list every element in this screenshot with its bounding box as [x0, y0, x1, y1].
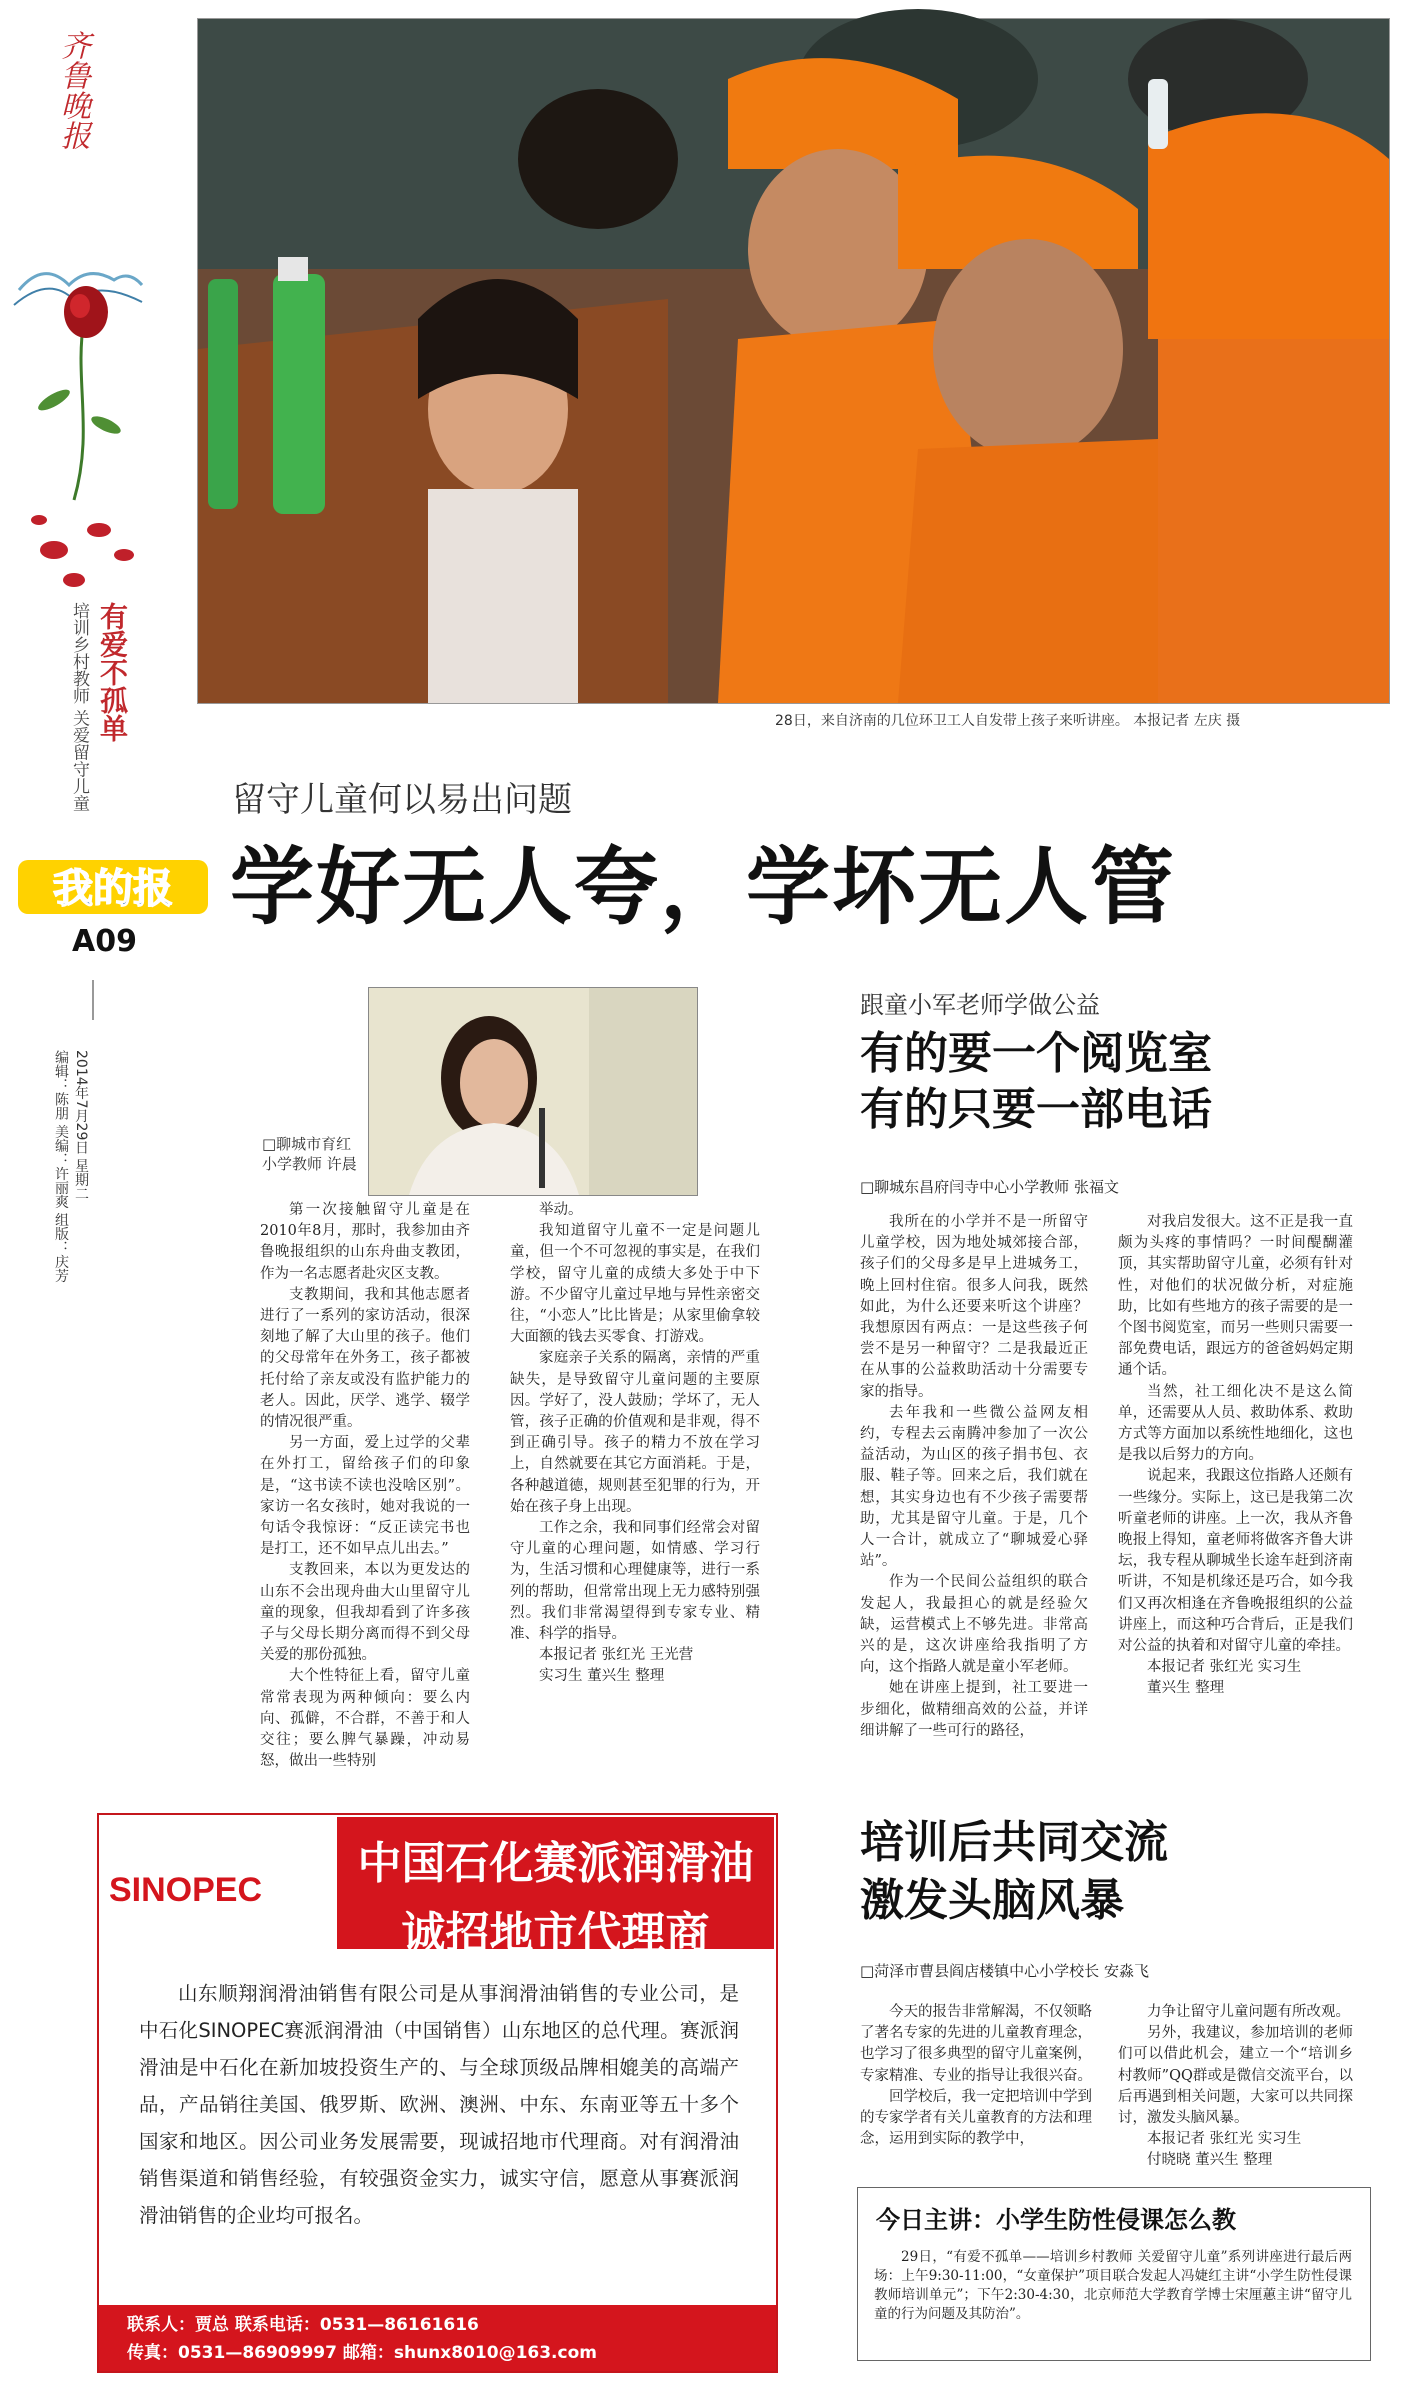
story2-column-1 [860, 1212, 1088, 1764]
reporter-credit: 本报记者 张红光 王光营 [539, 1647, 694, 1664]
notice-box [857, 2187, 1371, 2361]
paragraph: 力争让留守儿童问题有所改观。 [1147, 2004, 1350, 2020]
ad-contact-bar [99, 2305, 776, 2371]
story3-headline [860, 1814, 1168, 1930]
paragraph: 对我启发很大。这不正是我一直颇为头疼的事情吗？一时间醍醐灌顶，其实帮助留守儿童，必须有针对性，对他们的状况做分析，对症施助，比如有些地方的孩子需要的是一个图书阅览室，而另一些则只需要一部免费电话，跟远方的爸爸妈妈定期通个话。 [1118, 1214, 1353, 1379]
ad-contact[interactable]: 联系人：贾总 联系电话：0531—86161616 [127, 2315, 479, 2335]
story2-column-2 [1118, 1212, 1353, 1764]
ad-title-box [337, 1817, 774, 1959]
main-photo [197, 18, 1390, 704]
ad-paragraph: 山东顺翔润滑油销售有限公司是从事润滑油销售的专业公司，是中石化SINOPEC赛派润滑油（中国销售）山东地区的总代理。赛派润滑油是中石化在新加坡投资生产的、与全球顶级品牌相媲美的高端产品，产品销往美国、俄罗斯、欧洲、澳洲、中东、东南亚等五十多个国家和地区。因公司业务发展需要，现诚招地市代理商。对有润滑油销售渠道和销售经验，有较强资金实力，诚实守信，愿意从事赛派润滑油销售的企业均可报名。 [139, 1982, 739, 2227]
ad-header [99, 1815, 776, 1959]
reporter-credit: 付晓晓 董兴生 整理 [1147, 2152, 1273, 2169]
editor-credits: 编辑：陈朋 美编：许丽爽 组版：庆芳 [53, 1050, 69, 1283]
portrait-photo [368, 987, 698, 1196]
story1-column-2 [510, 1200, 760, 1760]
ad-fax-email[interactable]: 传真：0531—86909997 邮箱：shunx8010@163.com [127, 2343, 597, 2363]
paragraph: 另一方面，爱上过学的父辈在外打工，留给孩子们的印象是，“这书读不读也没啥区别”。家访一名女孩时，她对我说的一句话令我惊讶：“反正读完书也是打工，还不如早点儿出去。” [260, 1435, 470, 1558]
brand-logo [18, 856, 208, 918]
story2-byline: □聊城东昌府闫寺中心小学教师 张福文 [860, 1178, 1119, 1196]
notice-body [874, 2248, 1352, 2324]
reporter-credit: 实习生 董兴生 整理 [539, 1668, 665, 1685]
edition-date: 2014年7月29日 星期二 [73, 1050, 89, 1201]
paragraph: 大个性特征上看，留守儿童常常表现为两种倾向：要么内向、孤僻，不合群，不善于和人交往；要么脾气暴躁，冲动易怒，做出一些特别 [260, 1668, 470, 1770]
headline-kicker: 留守儿童何以易出问题 [232, 780, 572, 820]
divider [92, 980, 94, 1020]
story2-headline-line: 有的只要一部电话 [860, 1084, 1212, 1135]
paragraph: 我知道留守儿童不一定是问题儿童，但一个不可忽视的事实是，在我们学校，留守儿童的成绩大多处于中下游。不少留守儿童过早地与异性亲密交往，“小恋人”比比皆是；从家里偷拿较大面额的钱去买零食、打游戏。 [510, 1223, 760, 1346]
notice-title: 今日主讲：小学生防性侵课怎么教 [876, 2206, 1236, 2234]
story3-column-2 [1118, 2002, 1353, 2174]
rose-illustration-icon [14, 250, 144, 610]
brand-logo-text: 我的报 [53, 866, 173, 912]
reporter-credit: 董兴生 整理 [1147, 1680, 1225, 1697]
ad-title-line: 中国石化赛派润滑油 [357, 1838, 754, 1889]
story2-headline [860, 1026, 1212, 1138]
reporter-credit: 本报记者 张红光 实习生 [1147, 1659, 1302, 1676]
reporter-credit: 本报记者 张红光 实习生 [1147, 2131, 1302, 2148]
notice-paragraph: 29日，“有爱不孤单——培训乡村教师 关爱留守儿童”系列讲座进行最后两场：上午9:30-11:00，“女童保护”项目联合发起人冯婕红主讲“小学生防性侵课教师培训单元”；下午2:30-4:30，北京师范大学教育学博士宋厘蕙主讲“留守儿童的行为问题及其防治”。 [874, 2249, 1352, 2322]
paragraph: 我所在的小学并不是一所留守儿童学校，因为地处城郊接合部，孩子们的父母多是早上进城务工，晚上回村住宿。很多人问我，既然如此，为什么还要来听这个讲座？我想原因有两点：一是这些孩子何尝不是另一种留守？二是我最近正在从事的公益救助活动十分需要专家的指导。 [860, 1214, 1088, 1400]
paragraph: 回学校后，我一定把培训中学到的专家学者有关儿童教育的方法和理念，运用到实际的教学中， [860, 2088, 1092, 2148]
photo-caption: 28日，来自济南的几位环卫工人自发带上孩子来听讲座。 本报记者 左庆 摄 [775, 713, 1241, 729]
sinopec-logo: SINOPEC [109, 1871, 263, 1909]
ad-body [139, 1975, 739, 2234]
paragraph: 第一次接触留守儿童是在2010年8月，那时，我参加由齐鲁晚报组织的山东舟曲支教团，作为一名志愿者赴灾区支教。 [260, 1202, 470, 1282]
story2-headline-line: 有的要一个阅览室 [860, 1028, 1212, 1079]
advertisement[interactable] [97, 1813, 778, 2373]
paragraph: 当然，社工细化决不是这么简单，还需要从人员、救助体系、救助方式等方面加以系统性地细化，这也是我以后努力的方向。 [1118, 1383, 1353, 1464]
paragraph: 她在讲座上提到，社工要进一步细化，做精细高效的公益，并详细讲解了一些可行的路径， [860, 1680, 1088, 1739]
story3-byline: □菏泽市曹县阎店楼镇中心小学校长 安淼飞 [860, 1962, 1149, 1980]
series-subtitle: 培训乡村教师 关爱留守儿童 [69, 602, 89, 812]
paragraph: 作为一个民间公益组织的联合发起人，我最担心的就是经验欠缺，运营模式上不够先进。非常高兴的是，这次讲座给我指明了方向，这个指路人就是童小军老师。 [860, 1574, 1088, 1676]
paragraph: 另外，我建议，参加培训的老师们可以借此机会，建立一个“培训乡村教师”QQ群或是微信交流平台，以后再遇到相关问题，大家可以共同探讨，激发头脑风暴。 [1118, 2025, 1353, 2127]
masthead: 齐鲁晚报 [55, 30, 90, 150]
paragraph: 今天的报告非常解渴，不仅领略了著名专家的先进的儿童教育理念，也学习了很多典型的留守儿童案例，专家精准、专业的指导让我很兴奋。 [860, 2004, 1092, 2084]
story3-column-1 [860, 2002, 1092, 2174]
series-title: 有爱不孤单 [96, 602, 129, 742]
paragraph: 支教回来，本以为更发达的山东不会出现舟曲大山里留守儿童的现象，但我却看到了许多孩子与父母长期分离而得不到父母关爱的那份孤独。 [260, 1562, 470, 1664]
portrait-caption: □聊城市育红小学教师 许晨 [262, 1135, 357, 1173]
paragraph: 说起来，我跟这位指路人还颇有一些缘分。实际上，这已是我第二次听童老师的讲座。上一次，我从齐鲁晚报上得知，童老师将做客齐鲁大讲坛，我专程从聊城坐长途车赶到济南听讲，不知是机缘还是巧合，如今我们又再次相逢在齐鲁晚报组织的公益讲座上，而这种巧合背后，正是我们对公益的执着和对留守儿童的牵挂。 [1118, 1468, 1353, 1655]
headline: 学好无人夸，学坏无人管 [230, 838, 1177, 936]
paragraph: 去年我和一些微公益网友相约，专程去云南腾冲参加了一次公益活动，为山区的孩子捐书包、衣服、鞋子等。回来之后，我们就在想，其实身边也有不少孩子需要帮助，尤其是留守儿童。于是，几个人一合计，就成立了“聊城爱心驿站”。 [860, 1404, 1088, 1570]
paragraph: 支教期间，我和其他志愿者进行了一系列的家访活动，很深刻地了解了大山里的孩子。他们的父母常年在外务工，孩子都被托付给了亲友或没有监护能力的老人。因此，厌学、逃学、辍学的情况很严重。 [260, 1286, 470, 1431]
paragraph: 工作之余，我和同事们经常会对留守儿童的心理问题，如情感、学习行为，生活习惯和心理健康等，进行一系列的帮助，但常常出现上无力感特别强烈。我们非常渴望得到专家专业、精准、科学的指导。 [510, 1520, 760, 1643]
paragraph: 家庭亲子关系的隔离，亲情的严重缺失，是导致留守儿童问题的主要原因。学好了，没人鼓励；学坏了，无人管，孩子正确的价值观和是非观，得不到正确引导。孩子的精力不放在学习上，自然就要在其它方面消耗。于是，各种越道德，规则甚至犯罪的行为，开始在孩子身上出现。 [510, 1350, 760, 1515]
story3-headline-line: 激发头脑风暴 [860, 1875, 1124, 1926]
story2-kicker: 跟童小军老师学做公益 [860, 991, 1100, 1019]
story3-headline-line: 培训后共同交流 [860, 1817, 1168, 1868]
page-number: A09 [72, 924, 137, 959]
ad-title-line: 诚招地市代理商 [401, 1908, 710, 1959]
story1-column-1 [260, 1200, 470, 1770]
paragraph: 举动。 [539, 1202, 583, 1218]
